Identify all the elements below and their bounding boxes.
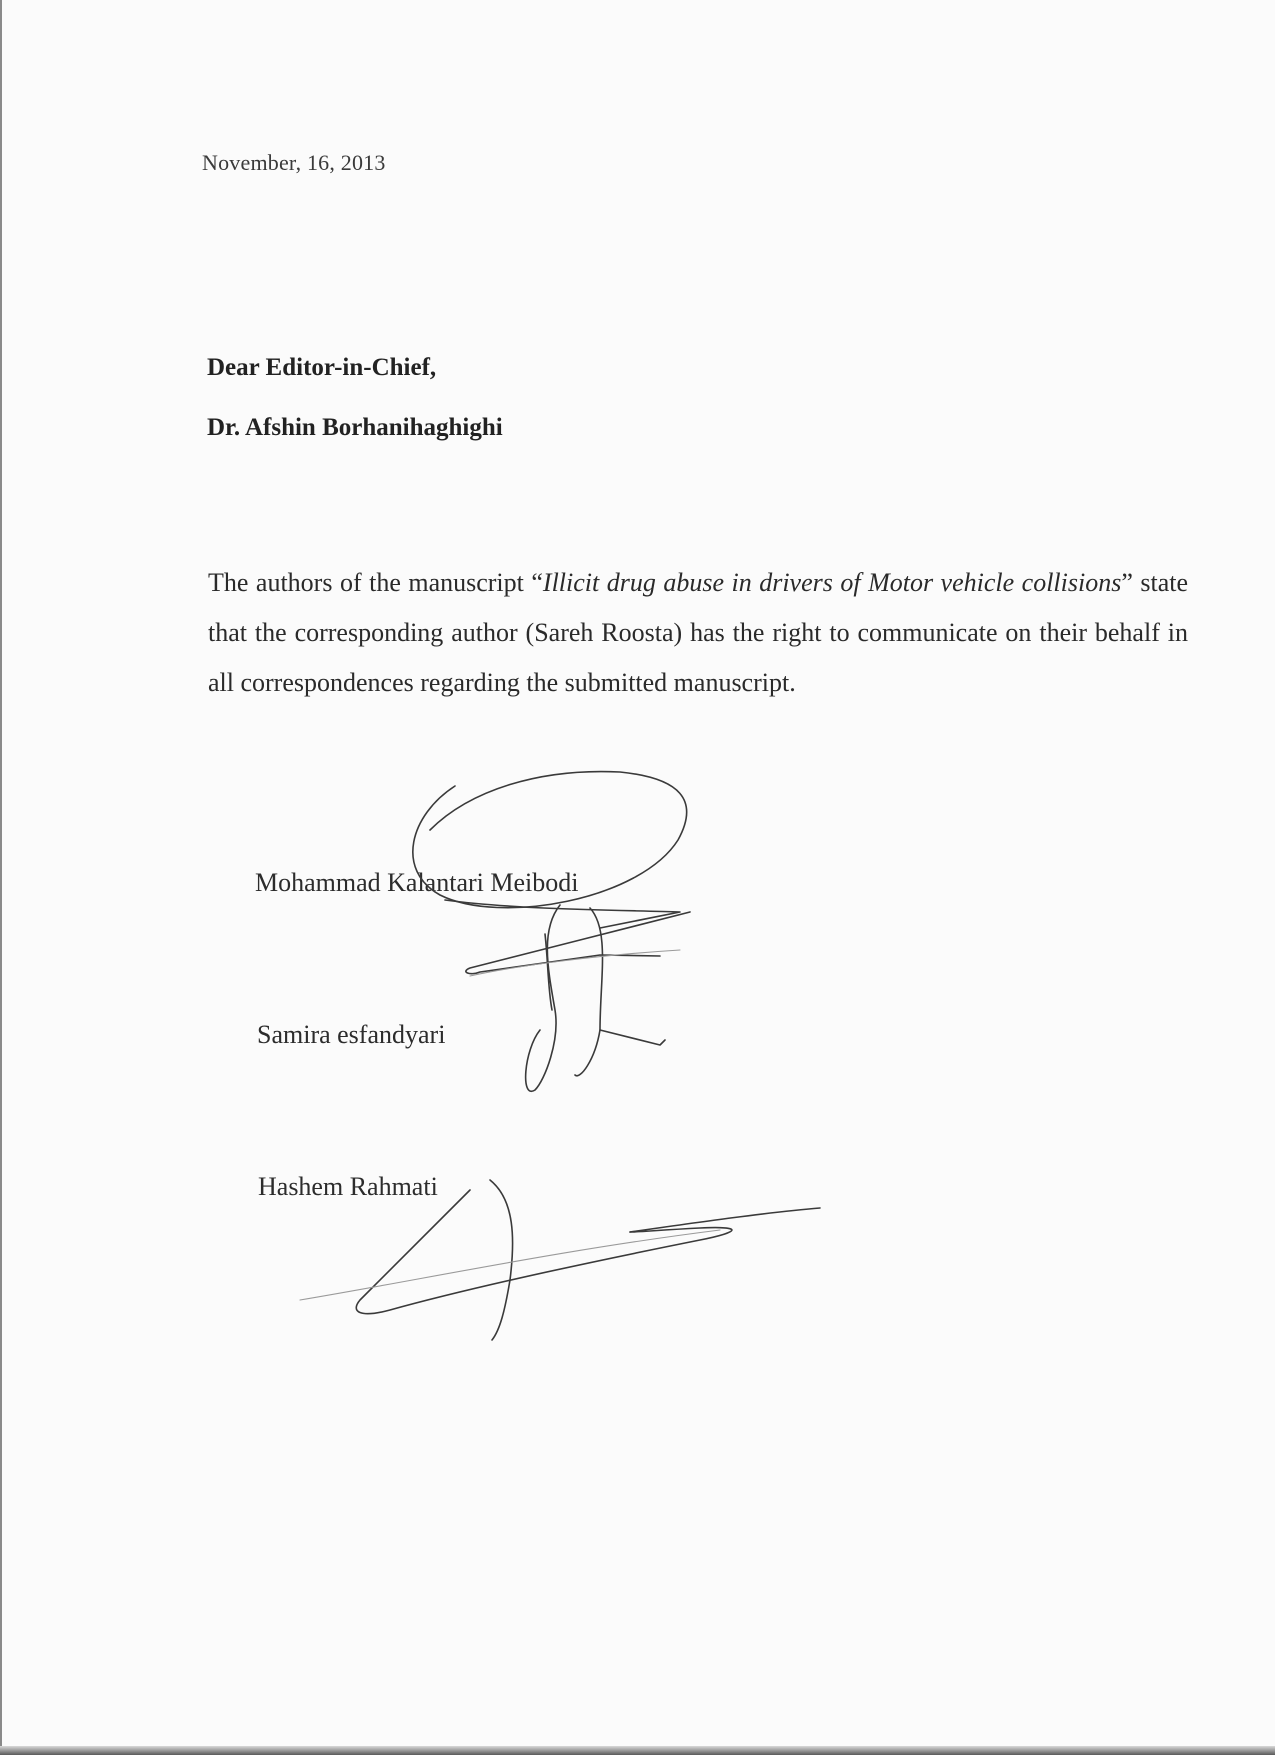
scan-edge-left xyxy=(0,0,2,1755)
author-name-3: Hashem Rahmati xyxy=(258,1172,438,1201)
body-rest: ” state that the corresponding author (Sareh Roosta) has the right to communicate on their behalf in all correspondences regarding the submitted manuscript. xyxy=(208,568,1189,697)
salutation-editor: Dear Editor-in-Chief, xyxy=(207,354,437,381)
manuscript-title: Illicit drug abuse in drivers of Motor vehicle collisions xyxy=(542,568,1122,597)
signature-1 xyxy=(413,772,690,1092)
letter-body-paragraph xyxy=(208,558,1188,708)
scan-edge-bottom xyxy=(0,1746,1275,1755)
salutation-recipient-name: Dr. Afshin Borhanihaghighi xyxy=(207,414,503,441)
author-name-2: Samira esfandyari xyxy=(257,1020,446,1049)
signature-3 xyxy=(300,1180,820,1340)
author-name-1: Mohammad Kalantari Meibodi xyxy=(255,868,579,897)
letter-date: November, 16, 2013 xyxy=(202,150,386,175)
body-intro: The authors of the manuscript “ xyxy=(208,568,543,597)
